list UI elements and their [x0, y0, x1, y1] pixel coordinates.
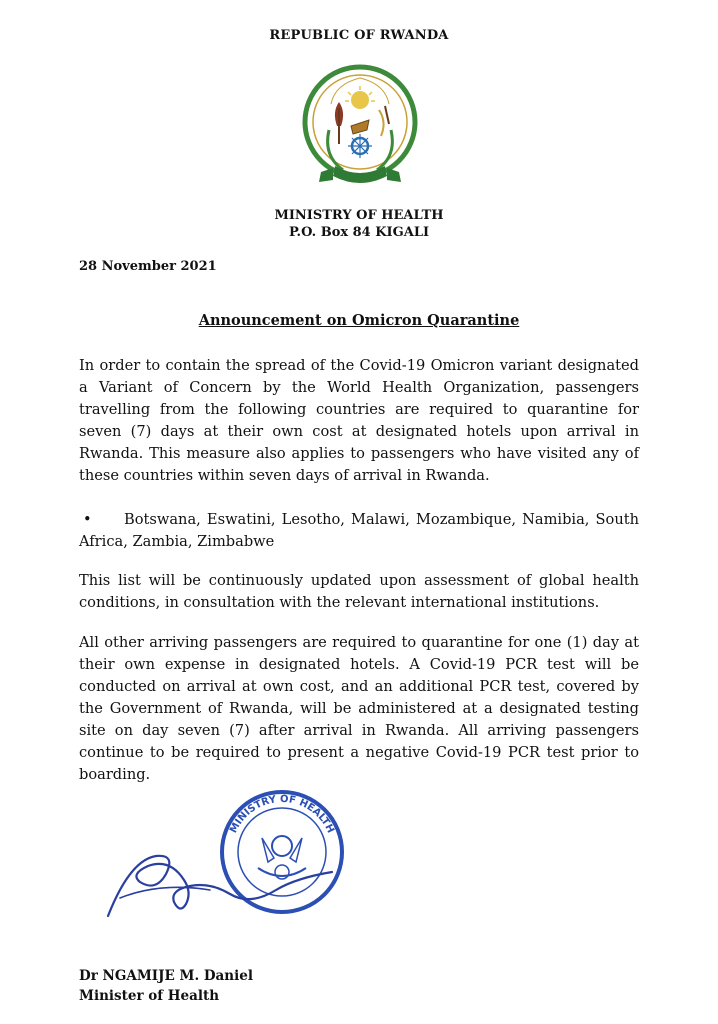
republic-heading: REPUBLIC OF RWANDA: [269, 28, 449, 43]
ministry-address: P.O. Box 84 KIGALI: [288, 225, 430, 240]
list-update-paragraph: This list will be continuously updated upon assessment of global health conditions, in consultation with the relevant international institutions.: [79, 572, 639, 611]
signatory-block: [79, 966, 253, 1006]
ministry-name: MINISTRY OF HEALTH: [274, 208, 444, 223]
ministry-block: [0, 207, 718, 241]
document-title: Announcement on Omicron Quarantine: [198, 312, 520, 329]
document-date: 28 November 2021: [79, 259, 217, 274]
coat-of-arms-icon: [301, 64, 419, 196]
country-list: Botswana, Eswatini, Lesotho, Malawi, Mozambique, Namibia, South Africa, Zambia, Zimbabwe: [79, 511, 639, 550]
bullet-icon: •: [83, 511, 92, 528]
signatory-role: Minister of Health: [79, 988, 220, 1004]
signatory-name: Dr NGAMIJE M. Daniel: [79, 968, 253, 984]
other-passengers-paragraph: All other arriving passengers are required to quarantine for one (1) day at their own expense in designated hotels. A Covid-19 PCR test will be conducted on arrival at own cost, and an additional PCR test, covered by the Government of Rwanda, will be administered at a designated testing site on day seven (7) after arrival in Rwanda. All arriving passengers continue to be required to present a negative Covid-19 PCR test prior to boarding.: [79, 634, 639, 783]
stamp-text: MINISTRY OF HEALTH: [228, 793, 336, 836]
country-list-item: [79, 509, 639, 553]
intro-paragraph: In order to contain the spread of the Covid-19 Omicron variant designated a Variant of Concern by the World Health Organization, passengers travelling from the following countries are required to quarantine for seven (7) days at their own cost at designated hotels upon arrival in Rwanda. This measure also applies to passengers who have visited any of these countries within seven days of arrival in Rwanda.: [79, 357, 639, 484]
signature-icon: [100, 820, 340, 930]
